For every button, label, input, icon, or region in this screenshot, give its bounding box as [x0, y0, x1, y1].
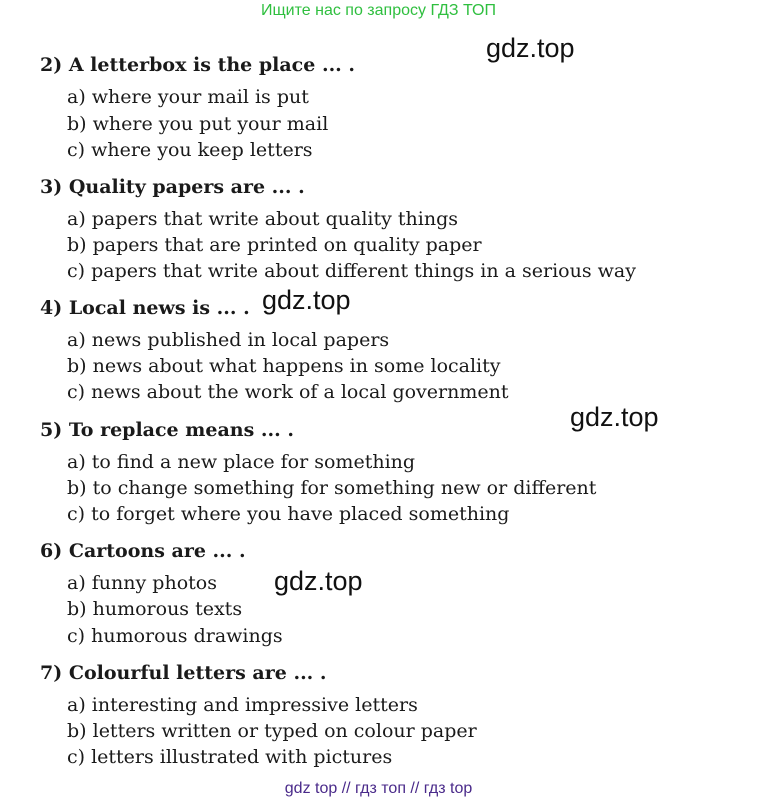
answer-option: c) papers that write about different things in a serious way [67, 260, 636, 282]
answer-option: c) to forget where you have placed something [67, 503, 510, 525]
answer-option: a) to find a new place for something [67, 451, 416, 473]
answer-option: c) where you keep letters [67, 139, 313, 161]
answer-option: a) papers that write about quality things [67, 208, 458, 230]
answer-option: b) papers that are printed on quality paper [67, 234, 482, 256]
watermark: gdz.top [570, 402, 659, 432]
watermark: gdz.top [274, 566, 363, 596]
answer-option: c) letters illustrated with pictures [67, 746, 393, 768]
answer-option: b) letters written or typed on colour paper [67, 720, 477, 742]
question-title: 2) A letterbox is the place ... . [40, 54, 356, 76]
answer-option: a) interesting and impressive letters [67, 694, 418, 716]
answer-option: b) to change something for something new or different [67, 477, 597, 499]
question-title: 3) Quality papers are ... . [40, 176, 305, 198]
watermark: gdz.top [486, 33, 575, 63]
answer-option: a) news published in local papers [67, 329, 390, 351]
answer-option: a) funny photos [67, 572, 217, 594]
answer-option: b) news about what happens in some locality [67, 355, 501, 377]
answer-option: b) humorous texts [67, 598, 243, 620]
question-title: 4) Local news is ... . [40, 297, 250, 319]
watermark: gdz.top [262, 285, 351, 315]
answer-option: a) where your mail is put [67, 86, 309, 108]
top-banner: Ищите нас по запросу ГДЗ ТОП [261, 2, 496, 19]
answer-option: c) humorous drawings [67, 625, 283, 647]
footer-links: gdz top // гдз топ // гдз top [284, 780, 473, 797]
answer-option: c) news about the work of a local government [67, 381, 509, 403]
answer-option: b) where you put your mail [67, 113, 329, 135]
question-title: 6) Cartoons are ... . [40, 540, 246, 562]
question-title: 5) To replace means ... . [40, 419, 294, 441]
question-title: 7) Colourful letters are ... . [40, 662, 327, 684]
